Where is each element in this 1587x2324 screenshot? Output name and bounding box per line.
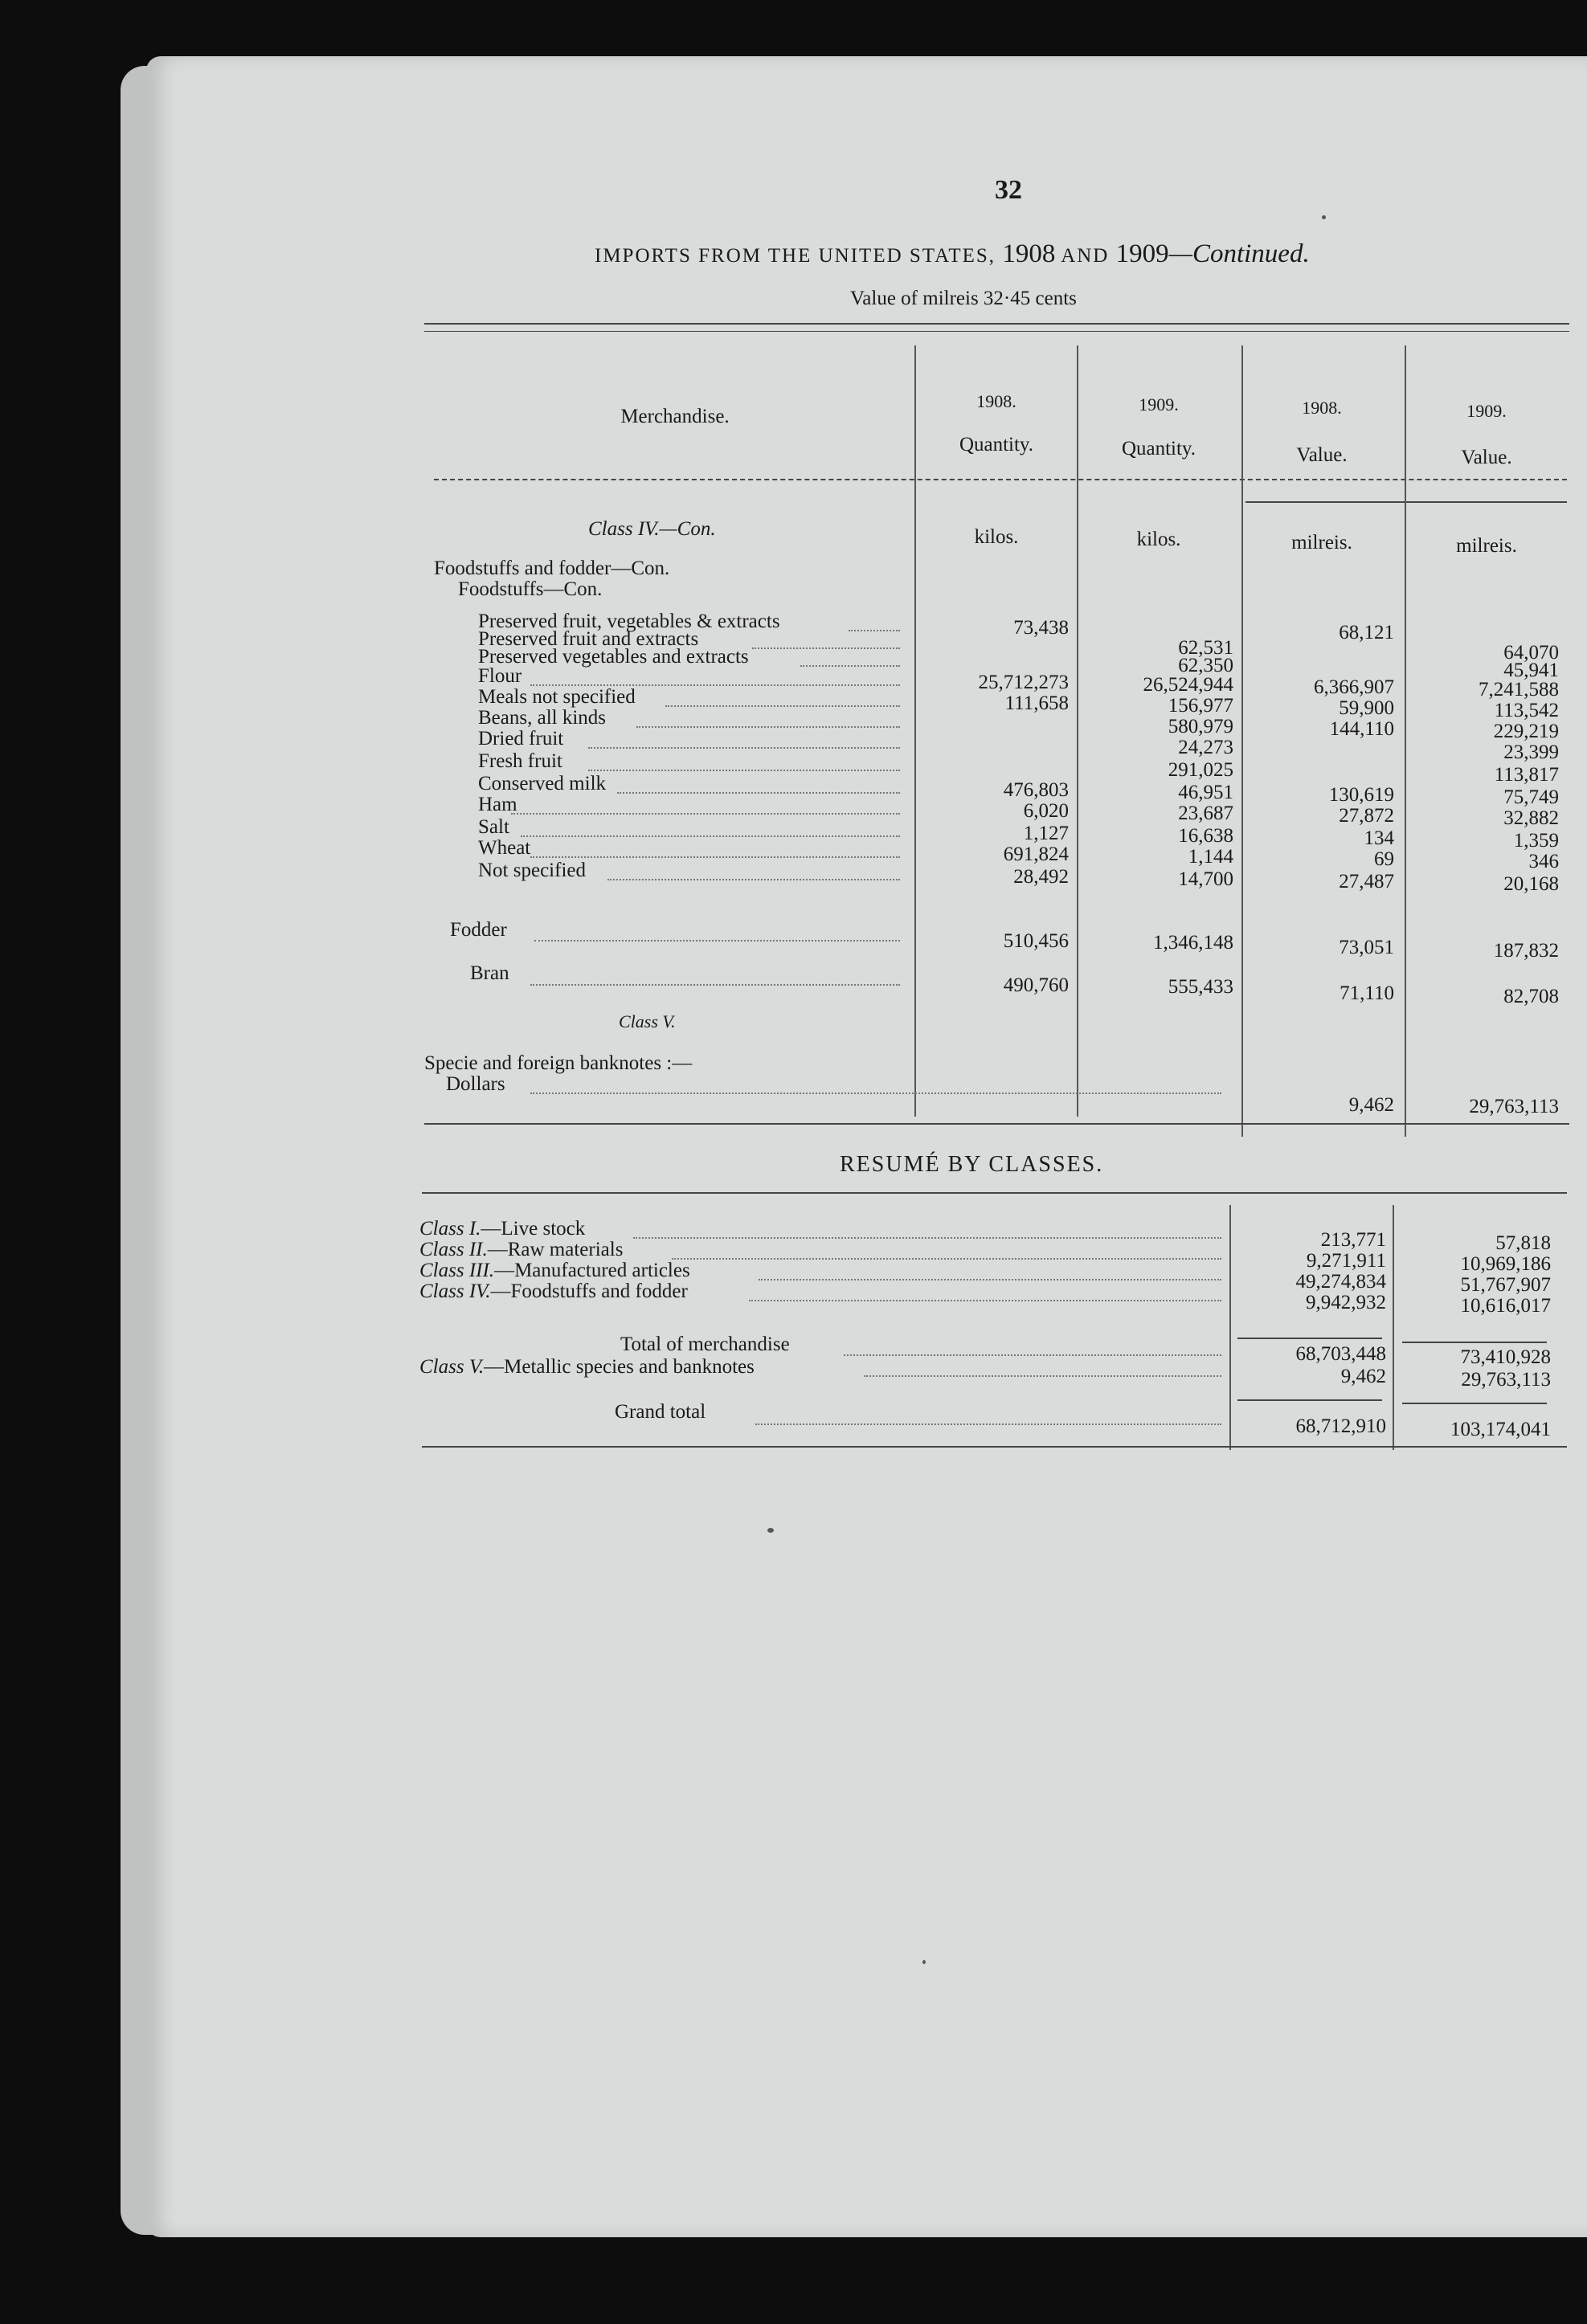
subgroup-heading: Foodstuffs—Con.	[458, 578, 603, 600]
leader-dots	[800, 665, 900, 667]
unit-1909-quantity: kilos.	[1136, 529, 1181, 550]
col-header-1909-value-year: 1909.	[1466, 401, 1507, 421]
group-heading-text: Foodstuffs and fodder—Con.	[434, 558, 670, 579]
dollars-v1909: 29,763,113	[1469, 1096, 1559, 1117]
commodity-label: Preserved vegetables and extracts	[478, 646, 749, 668]
scan-speck	[922, 1960, 926, 1964]
cell-v1908: 27,872	[1339, 805, 1394, 827]
leader-dots	[636, 726, 900, 728]
cell-v1909: 23,399	[1503, 741, 1559, 763]
header-rule	[434, 479, 1567, 480]
cell-v1909: 75,749	[1503, 786, 1559, 808]
fodder-q1908: 510,456	[1003, 930, 1069, 952]
page-number: 32	[995, 175, 1022, 205]
leader-dots	[672, 1258, 1221, 1260]
fodder-label: Fodder	[450, 919, 507, 941]
fodder-q1909: 1,346,148	[1153, 932, 1233, 954]
class-v-heading: Class V.	[619, 1011, 676, 1031]
cell-v1908: 59,900	[1339, 697, 1394, 719]
page-title	[595, 239, 1310, 269]
cell-q1909: 14,700	[1178, 868, 1233, 890]
class-v-resume-name: —Metallic species and banknotes	[484, 1356, 755, 1378]
resume-row-name: —Live stock	[481, 1218, 586, 1240]
resume-cell-v1909: 10,969,186	[1460, 1253, 1551, 1275]
unit-1908-quantity: kilos.	[974, 526, 1019, 548]
resume-cell-v1908: 9,942,932	[1306, 1292, 1386, 1313]
group-heading	[434, 558, 669, 580]
cell-v1909: 20,168	[1503, 873, 1559, 895]
leader-dots	[588, 747, 900, 749]
cell-v1908: 69	[1374, 848, 1394, 870]
commodity-label: Not specified	[478, 860, 586, 881]
resume-cell-v1908: 9,271,911	[1306, 1250, 1386, 1272]
commodity-label: Meals not specified	[478, 686, 636, 708]
col-header-1908-value-year: 1908.	[1302, 398, 1342, 418]
resume-cell-v1908: 49,274,834	[1295, 1271, 1386, 1293]
resume-row-class: Class II.	[419, 1239, 488, 1260]
col-header-1908-quantity-year: 1908.	[976, 391, 1016, 411]
resume-cell-v1908: 213,771	[1320, 1229, 1386, 1251]
col-header-merchandise: Merchandise.	[620, 406, 730, 427]
cell-v1908: 6,366,907	[1314, 676, 1394, 698]
dollars-v1908: 9,462	[1348, 1094, 1394, 1116]
fodder-v1908: 73,051	[1339, 937, 1394, 958]
cell-q1909: 26,524,944	[1143, 674, 1233, 696]
cell-v1909: 32,882	[1503, 807, 1559, 829]
resume-row-label	[419, 1218, 585, 1240]
cell-q1908: 28,492	[1013, 866, 1069, 888]
total-merchandise-v1909: 73,410,928	[1460, 1346, 1551, 1368]
cell-v1908: 27,487	[1339, 871, 1394, 892]
commodity-label: Preserved fruit and extracts	[478, 628, 699, 650]
col-header-1908-value: Value.	[1296, 444, 1348, 466]
title-continued: —Continued.	[1168, 239, 1310, 268]
leader-dots	[530, 1093, 1221, 1094]
top-rule	[424, 323, 1569, 325]
cell-q1908: 6,020	[1023, 800, 1069, 822]
sum-rule	[1402, 1342, 1547, 1343]
commodity-label: Conserved milk	[478, 773, 607, 794]
commodity-label: Beans, all kinds	[478, 707, 607, 729]
cell-q1908: 691,824	[1003, 843, 1069, 865]
commodity-label: Preserved fruit, vegetables & extracts	[478, 611, 780, 632]
col-header-1908-quantity: Quantity.	[959, 434, 1034, 455]
cell-q1908: 25,712,273	[978, 672, 1069, 693]
cell-v1909: 1,359	[1513, 830, 1559, 852]
grand-total-v1908: 68,712,910	[1295, 1415, 1386, 1437]
commodity-label: Wheat	[478, 837, 531, 859]
grand-total-v1909: 103,174,041	[1450, 1419, 1551, 1440]
fodder-v1909: 187,832	[1493, 940, 1559, 962]
bran-q1908: 490,760	[1003, 974, 1069, 996]
unit-1908-value: milreis.	[1291, 532, 1352, 553]
resume-title: RESUMÉ BY CLASSES.	[840, 1152, 1104, 1177]
cell-q1909: 23,687	[1178, 803, 1233, 824]
column-divider	[1241, 345, 1243, 1137]
resume-top-rule	[422, 1192, 1567, 1194]
cell-v1909: 45,941	[1503, 660, 1559, 681]
cell-v1908: 130,619	[1328, 784, 1394, 806]
resume-row-class: Class IV.	[419, 1280, 491, 1302]
total-merchandise-label: Total of merchandise	[620, 1334, 790, 1355]
cell-q1909: 16,638	[1178, 825, 1233, 847]
cell-q1909: 24,273	[1178, 737, 1233, 758]
resume-row-class: Class III.	[419, 1260, 495, 1281]
commodity-label: Dried fruit	[478, 728, 564, 749]
col-header-1909-quantity-year: 1909.	[1139, 394, 1179, 415]
class-v-resume	[419, 1356, 755, 1378]
cell-v1908: 134	[1364, 827, 1394, 849]
title-year-1909: 1909	[1115, 239, 1169, 268]
resume-bottom-rule	[422, 1446, 1567, 1448]
resume-row-label	[419, 1280, 688, 1303]
column-divider	[914, 345, 916, 1117]
exchange-note: Value of milreis 32·45 cents	[850, 288, 1077, 309]
cell-v1909: 7,241,588	[1479, 679, 1559, 700]
cell-q1909: 62,531	[1178, 637, 1233, 659]
cell-q1908: 111,658	[1004, 692, 1069, 714]
cell-v1909: 229,219	[1493, 721, 1559, 742]
cell-v1908: 144,110	[1329, 718, 1394, 740]
class-v-resume-v1909: 29,763,113	[1461, 1369, 1551, 1391]
resume-cell-v1909: 10,616,017	[1460, 1295, 1551, 1317]
total-merchandise-v1908: 68,703,448	[1295, 1343, 1386, 1365]
specie-heading: Specie and foreign banknotes :—	[424, 1052, 693, 1074]
commodity-label: Salt	[478, 816, 509, 838]
bran-label: Bran	[470, 962, 509, 984]
class-v-resume-v1908: 9,462	[1340, 1366, 1386, 1387]
grand-total-label: Grand total	[615, 1401, 706, 1423]
resume-row-name: —Foodstuffs and fodder	[490, 1280, 688, 1302]
resume-row-name: —Raw materials	[487, 1239, 624, 1260]
top-rule-thin	[424, 331, 1569, 332]
cell-q1909: 156,977	[1168, 695, 1233, 717]
cell-q1909: 62,350	[1178, 655, 1233, 676]
resume-row-label	[419, 1239, 623, 1261]
class-v-resume-class: Class V.	[419, 1356, 485, 1378]
commodity-label: Flour	[478, 665, 522, 687]
commodity-label: Ham	[478, 794, 517, 815]
cell-q1908: 73,438	[1013, 617, 1069, 639]
title-prefix: IMPORTS FROM THE UNITED STATES,	[595, 245, 996, 267]
resume-cell-v1909: 51,767,907	[1460, 1274, 1551, 1296]
header-rule-values	[1245, 501, 1567, 503]
cell-q1909: 1,144	[1188, 846, 1233, 868]
cell-q1908: 476,803	[1003, 779, 1069, 801]
resume-cell-v1909: 57,818	[1495, 1232, 1551, 1254]
title-and: AND	[1061, 245, 1110, 267]
cell-q1909: 580,979	[1168, 716, 1233, 737]
sum-rule	[1237, 1399, 1382, 1401]
scan-speck	[1322, 215, 1326, 219]
dollars-label: Dollars	[446, 1073, 505, 1095]
document-page	[146, 56, 1587, 2237]
col-header-1909-value: Value.	[1461, 447, 1512, 468]
cell-v1908: 68,121	[1339, 622, 1394, 643]
col-header-1909-quantity: Quantity.	[1121, 438, 1196, 459]
bran-q1909: 555,433	[1168, 976, 1233, 998]
title-year-1908: 1908	[1002, 239, 1056, 268]
class-iv-heading: Class IV.—Con.	[588, 518, 716, 540]
sum-rule	[1402, 1403, 1547, 1404]
cell-q1908: 1,127	[1023, 823, 1069, 844]
unit-1909-value: milreis.	[1456, 535, 1517, 557]
leader-dots	[588, 770, 900, 771]
cell-v1909: 346	[1528, 851, 1559, 872]
leader-dots	[752, 647, 900, 649]
resume-row-label	[419, 1260, 690, 1282]
scan-speck	[767, 1528, 774, 1533]
cell-q1909: 46,951	[1178, 782, 1233, 803]
sum-rule	[1237, 1338, 1382, 1339]
resume-row-name: —Manufactured articles	[494, 1260, 690, 1281]
table-bottom-rule	[424, 1123, 1569, 1125]
cell-v1909: 113,542	[1494, 700, 1559, 721]
resume-row-class: Class I.	[419, 1218, 481, 1240]
bran-v1909: 82,708	[1503, 986, 1559, 1007]
cell-q1909: 291,025	[1168, 759, 1233, 781]
bran-v1908: 71,110	[1340, 982, 1394, 1004]
cell-v1909: 64,070	[1503, 642, 1559, 664]
cell-v1909: 113,817	[1494, 764, 1559, 786]
commodity-label: Fresh fruit	[478, 750, 562, 772]
leader-dots	[633, 1237, 1221, 1239]
